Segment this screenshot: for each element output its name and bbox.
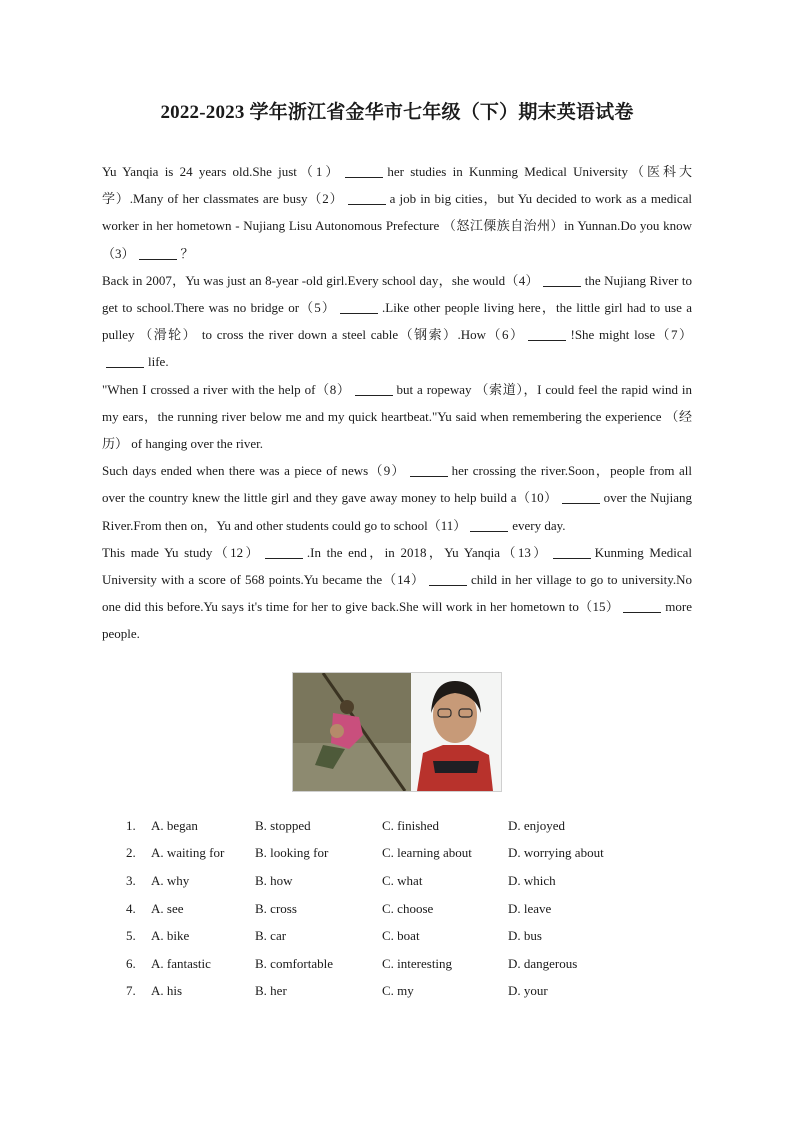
text: her studies in Kunming Medical University（医科大学）.Many of her classmates are busy（2） [102, 164, 692, 207]
option-c: C. finished [382, 817, 440, 833]
text: the Nujiang River to get to school.There was no bridge or（5） [102, 272, 692, 316]
costume-band [433, 761, 479, 773]
question-row [126, 840, 646, 868]
text: Back in 2007，Yu was just an 8-year -old girl.Every school day，she would（4） [102, 272, 539, 288]
paragraph-1 [102, 158, 692, 267]
text: life. [148, 354, 169, 370]
text: over the Nujiang River.From then on，Yu and other students could go to school（11） [102, 490, 692, 533]
pulley [340, 700, 354, 714]
paragraph-5 [102, 539, 692, 648]
text: !She might lose（7） [570, 327, 692, 343]
option-b: B. cross [255, 900, 297, 916]
cloze-passage [102, 158, 692, 648]
answer-blank-12 [265, 544, 303, 559]
option-b: B. stopped [255, 817, 311, 833]
story-photo [292, 672, 502, 792]
question-number: 5. [126, 928, 136, 944]
answer-blank-14 [429, 571, 467, 586]
option-a: A. his [151, 983, 183, 999]
option-c: C. my [382, 983, 414, 999]
answer-blank-5 [340, 299, 378, 314]
option-a: A. see [151, 900, 184, 916]
option-a: A. fantastic [151, 955, 211, 971]
text: her crossing the river.Soon，people from all over the country knew the little girl and they gave away money to help build a（10） [102, 463, 692, 506]
option-b: B. comfortable [255, 955, 333, 971]
paragraph-4 [102, 457, 692, 539]
text: .Like other people living here，the little girl had to use a pulley （滑轮） to cross the river down a steel cable（钢索）.How（6） [102, 300, 692, 343]
text: Kunming Medical University with a score of 568 points.Yu became the（14） [102, 544, 692, 588]
answer-blank-1 [345, 163, 383, 178]
question-number: 1. [126, 817, 136, 833]
option-a: A. why [151, 872, 190, 888]
text: every day. [512, 517, 566, 533]
question-number: 4. [126, 900, 136, 916]
options-table [126, 812, 646, 1005]
option-a: A. waiting for [151, 845, 225, 861]
option-c: C. interesting [382, 955, 453, 971]
option-c: C. what [382, 872, 423, 888]
option-b: B. her [255, 983, 287, 999]
answer-blank-13 [553, 544, 591, 559]
answer-blank-15 [623, 598, 661, 613]
option-d: D. your [508, 983, 548, 999]
answer-blank-7 [106, 353, 144, 368]
text: "When I crossed a river with the help of（8） [102, 381, 351, 397]
option-c: C. learning about [382, 845, 472, 861]
option-b: B. car [255, 928, 287, 944]
text: a job in big cities，but Yu decided to work as a medical worker in her hometown - Nujiang Lisu Autonomous Prefecture （怒江傈族自治州）in Yunnan.Do you know（3） [102, 191, 692, 261]
answer-blank-9 [410, 462, 448, 477]
option-b: B. how [255, 872, 293, 888]
paragraph-3 [102, 376, 692, 458]
question-number: 2. [126, 845, 136, 861]
paragraph-2 [102, 267, 692, 376]
option-b: B. looking for [255, 845, 329, 861]
option-d: D. bus [508, 928, 542, 944]
question-row [126, 812, 646, 840]
text: child in her village to go to university.No one did this before.Yu says it's time for her to give back.She will work in her hometown to（15） [102, 572, 693, 615]
text: .In the end，in 2018，Yu Yanqia（13） [306, 544, 549, 560]
question-row [126, 867, 646, 895]
page-title: 2022-2023 学年浙江省金华市七年级（下）期末英语试卷 [160, 102, 634, 123]
question-number: 3. [126, 872, 136, 888]
option-d: D. which [508, 872, 556, 888]
option-c: C. boat [382, 928, 420, 944]
photo-illustration [293, 673, 501, 791]
option-a: A. began [151, 817, 198, 833]
text: Yu Yanqia is 24 years old.She just（1） [102, 164, 342, 179]
text: more people. [102, 599, 692, 642]
question-row [126, 895, 646, 923]
text: Such days ended when there was a piece of news（9） [102, 463, 406, 479]
answer-blank-3 [139, 245, 177, 260]
option-d: D. enjoyed [508, 817, 566, 833]
answer-blank-10 [562, 489, 600, 504]
option-d: D. leave [508, 900, 552, 916]
question-number: 7. [126, 983, 136, 999]
answer-blank-4 [543, 272, 581, 287]
question-row [126, 978, 646, 1006]
text: but a ropeway （索道），I could feel the rapid wind in my ears，the running river below me and my quick heartbeat."Yu said when remembering the experience （经历） of hanging over the river. [102, 381, 692, 452]
option-c: C. choose [382, 900, 434, 916]
option-d: D. worrying about [508, 845, 604, 861]
text: This made Yu study（12） [102, 544, 261, 560]
question-row [126, 922, 646, 950]
girl-head [330, 724, 344, 738]
answer-blank-2 [348, 190, 386, 205]
answer-blank-8 [355, 381, 393, 396]
text: ？ [180, 245, 194, 261]
question-number: 6. [126, 955, 136, 971]
answer-blank-6 [528, 326, 566, 341]
option-a: A. bike [151, 928, 190, 944]
answer-blank-11 [470, 517, 508, 532]
question-row [126, 950, 646, 978]
option-d: D. dangerous [508, 955, 578, 971]
